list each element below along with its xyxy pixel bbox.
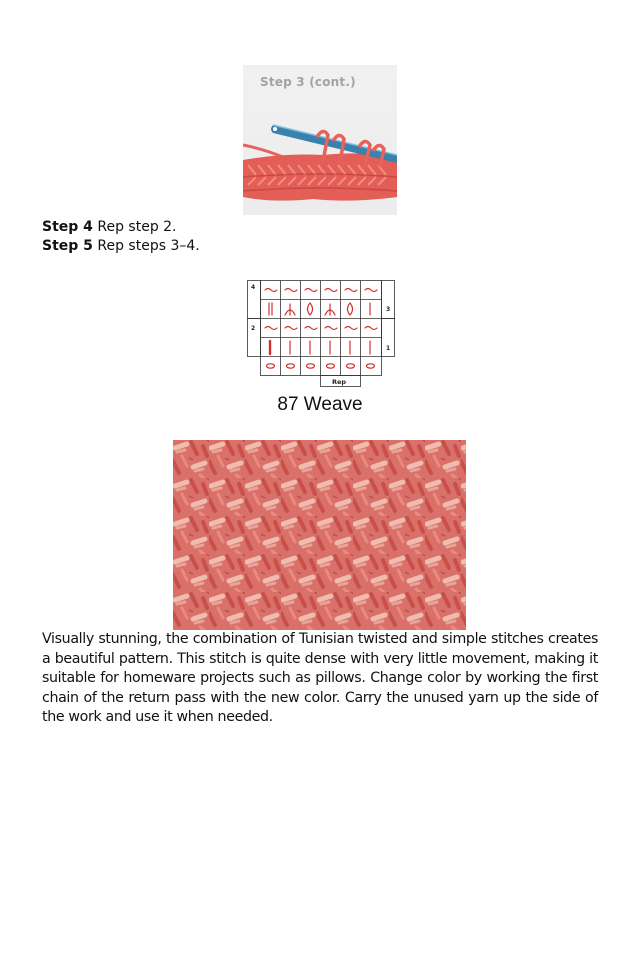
stitch-chart-grid bbox=[247, 280, 397, 392]
step-4 bbox=[42, 218, 177, 236]
step-text: Rep step 2. bbox=[92, 219, 177, 235]
svg-text:Rep: Rep bbox=[332, 378, 347, 386]
weave-texture bbox=[173, 440, 466, 630]
step-3-photo bbox=[243, 65, 397, 215]
step-5 bbox=[42, 237, 200, 255]
svg-text:1: 1 bbox=[386, 345, 391, 352]
stitch-chart bbox=[247, 280, 397, 392]
crochet-hook-illustration bbox=[243, 65, 397, 215]
photo-caption: Step 3 (cont.) bbox=[260, 75, 356, 89]
svg-text:3: 3 bbox=[386, 306, 391, 313]
pattern-description: Visually stunning, the combination of Tunisian twisted and simple stitches creates a beautiful pattern. This stitch is quite dense with very little movement, making it suitable for homeware projects such as pillows. Change color by working the first chain of the return pass with the new color. Carry the unused yarn up the side of the work and use it when needed. bbox=[42, 631, 598, 726]
pattern-title: 87 Weave bbox=[277, 394, 363, 415]
svg-text:4: 4 bbox=[251, 284, 256, 291]
step-text: Rep steps 3–4. bbox=[92, 238, 200, 254]
weave-swatch-photo bbox=[173, 440, 466, 630]
svg-text:2: 2 bbox=[251, 325, 256, 332]
step-label: Step 5 bbox=[42, 238, 93, 254]
step-label: Step 4 bbox=[42, 219, 93, 235]
